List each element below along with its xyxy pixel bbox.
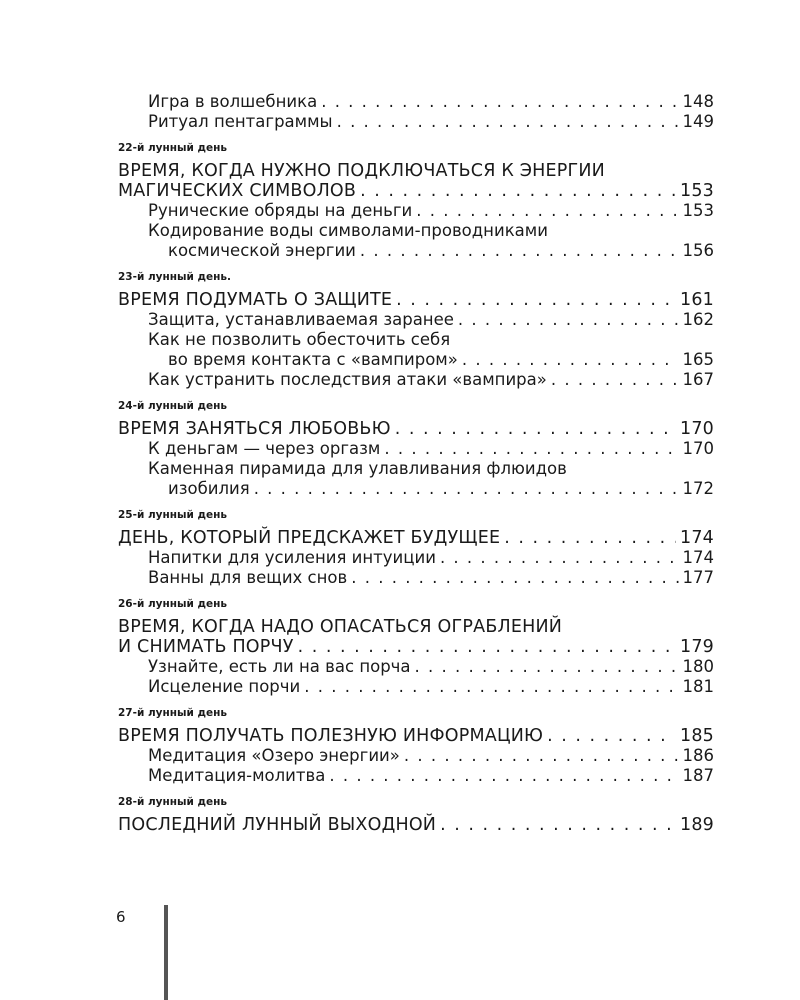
entry-page-number: 181 bbox=[682, 677, 714, 696]
toc-entry[interactable] bbox=[118, 568, 714, 588]
chapter-title-line: ПОСЛЕДНИЙ ЛУННЫЙ ВЫХОДНОЙ bbox=[118, 815, 437, 835]
chapter-page-number: 161 bbox=[679, 290, 714, 310]
chapter-entry[interactable] bbox=[118, 726, 714, 746]
margin-bar bbox=[164, 905, 168, 1000]
dot-leader bbox=[304, 677, 678, 697]
entry-title-line: Каменная пирамида для улавливания флюидов bbox=[148, 459, 567, 478]
chapter-entry[interactable] bbox=[118, 161, 714, 201]
toc-entry[interactable] bbox=[118, 221, 714, 261]
chapter-title-line: ВРЕМЯ, КОГДА НАДО ОПАСАТЬСЯ ОГРАБЛЕНИЙ bbox=[118, 617, 563, 637]
toc-entry[interactable] bbox=[118, 92, 714, 112]
dot-leader bbox=[360, 241, 679, 261]
table-of-contents bbox=[118, 92, 714, 835]
entry-title-line: Как не позволить обесточить себя bbox=[148, 330, 451, 349]
entry-title-line: во время контакта с «вампиром» bbox=[168, 350, 458, 369]
dot-leader bbox=[254, 479, 679, 499]
chapter-title-line: ВРЕМЯ, КОГДА НУЖНО ПОДКЛЮЧАТЬСЯ К ЭНЕРГИИ bbox=[118, 161, 605, 181]
chapter-title-line: ВРЕМЯ ПОЛУЧАТЬ ПОЛЕЗНУЮ ИНФОРМАЦИЮ bbox=[118, 726, 544, 746]
entry-title: Игра в волшебника bbox=[148, 92, 318, 111]
dot-leader bbox=[415, 657, 679, 677]
toc-entry[interactable] bbox=[118, 548, 714, 568]
chapter-title-line: ДЕНЬ, КОТОРЫЙ ПРЕДСКАЖЕТ БУДУЩЕЕ bbox=[118, 528, 501, 548]
lunar-day-heading: 24-й лунный день bbox=[118, 400, 228, 412]
toc-entry[interactable] bbox=[118, 459, 714, 499]
chapter-title-last-line bbox=[118, 181, 714, 201]
chapter-title-last-line bbox=[118, 637, 714, 657]
chapter-page-number: 174 bbox=[679, 528, 714, 548]
toc-entry[interactable] bbox=[118, 677, 714, 697]
entry-title: Исцеление порчи bbox=[148, 677, 301, 696]
entry-title-line: космической энергии bbox=[168, 241, 356, 260]
toc-entry[interactable] bbox=[118, 746, 714, 766]
entry-title: Ритуал пентаграммы bbox=[148, 112, 333, 131]
chapter-page-number: 153 bbox=[679, 181, 714, 201]
entry-page-number: 177 bbox=[682, 568, 714, 587]
dot-leader bbox=[404, 746, 679, 766]
dot-leader bbox=[298, 637, 676, 657]
chapter-title-line: ВРЕМЯ ЗАНЯТЬСЯ ЛЮБОВЬЮ bbox=[118, 419, 391, 439]
lunar-day-heading: 23-й лунный день. bbox=[118, 271, 232, 283]
dot-leader bbox=[384, 439, 678, 459]
dot-leader bbox=[351, 568, 678, 588]
chapter-page-number: 185 bbox=[679, 726, 714, 746]
lunar-day-heading: 27-й лунный день bbox=[118, 707, 228, 719]
entry-title-line: изобилия bbox=[168, 479, 250, 498]
entry-page-number: 172 bbox=[682, 479, 714, 498]
lunar-day-heading: 28-й лунный день bbox=[118, 796, 228, 808]
chapter-title-last-line bbox=[118, 419, 714, 439]
dot-leader bbox=[396, 290, 676, 310]
toc-entry[interactable] bbox=[118, 657, 714, 677]
chapter-title-line: МАГИЧЕСКИХ СИМВОЛОВ bbox=[118, 181, 357, 201]
lunar-day-heading: 25-й лунный день bbox=[118, 509, 228, 521]
entry-title: Рунические обряды на деньги bbox=[148, 201, 413, 220]
chapter-entry[interactable] bbox=[118, 617, 714, 657]
entry-title: Медитация «Озеро энергии» bbox=[148, 746, 400, 765]
lunar-day-heading: 26-й лунный день bbox=[118, 598, 228, 610]
lunar-day-heading: 22-й лунный день bbox=[118, 142, 228, 154]
chapter-title-last-line bbox=[118, 290, 714, 310]
dot-leader bbox=[458, 310, 679, 330]
chapter-title-last-line bbox=[118, 815, 714, 835]
chapter-page-number: 189 bbox=[679, 815, 714, 835]
toc-entry[interactable] bbox=[118, 766, 714, 786]
chapter-title-last-line bbox=[118, 726, 714, 746]
entry-title: Медитация-молитва bbox=[148, 766, 326, 785]
toc-entry[interactable] bbox=[118, 439, 714, 459]
entry-page-number: 162 bbox=[682, 310, 714, 329]
toc-entry[interactable] bbox=[118, 201, 714, 221]
entry-title: Ванны для вещих снов bbox=[148, 568, 348, 587]
chapter-entry[interactable] bbox=[118, 815, 714, 835]
entry-title: Узнайте, есть ли на вас порча bbox=[148, 657, 411, 676]
entry-page-number: 165 bbox=[682, 350, 714, 369]
entry-title-line: Кодирование воды символами-проводниками bbox=[148, 221, 548, 240]
dot-leader bbox=[321, 92, 678, 112]
entry-page-number: 174 bbox=[682, 548, 714, 567]
chapter-page-number: 179 bbox=[679, 637, 714, 657]
dot-leader bbox=[504, 528, 676, 548]
dot-leader bbox=[329, 766, 678, 786]
entry-title-last-line bbox=[148, 350, 714, 370]
toc-entry[interactable] bbox=[118, 370, 714, 390]
page-number: 6 bbox=[116, 908, 126, 926]
entry-title: К деньгам — через оргазм bbox=[148, 439, 381, 458]
toc-entry[interactable] bbox=[118, 330, 714, 370]
entry-page-number: 186 bbox=[682, 746, 714, 765]
dot-leader bbox=[462, 350, 679, 370]
entry-page-number: 187 bbox=[682, 766, 714, 785]
entry-page-number: 156 bbox=[682, 241, 714, 260]
dot-leader bbox=[547, 726, 676, 746]
entry-title: Защита, устанавливаемая заранее bbox=[148, 310, 454, 329]
entry-page-number: 149 bbox=[682, 112, 714, 131]
dot-leader bbox=[395, 419, 676, 439]
dot-leader bbox=[440, 815, 676, 835]
toc-entry[interactable] bbox=[118, 112, 714, 132]
entry-page-number: 153 bbox=[682, 201, 714, 220]
dot-leader bbox=[337, 112, 679, 132]
dot-leader bbox=[440, 548, 679, 568]
entry-page-number: 148 bbox=[682, 92, 714, 111]
chapter-title-line: ВРЕМЯ ПОДУМАТЬ О ЗАЩИТЕ bbox=[118, 290, 393, 310]
entry-title-last-line bbox=[148, 241, 714, 261]
entry-title: Напитки для усиления интуиции bbox=[148, 548, 436, 567]
chapter-entry[interactable] bbox=[118, 419, 714, 439]
dot-leader bbox=[416, 201, 678, 221]
dot-leader bbox=[360, 181, 676, 201]
chapter-page-number: 170 bbox=[679, 419, 714, 439]
dot-leader bbox=[551, 370, 679, 390]
entry-title: Как устранить последствия атаки «вампира» bbox=[148, 370, 547, 389]
entry-page-number: 167 bbox=[682, 370, 714, 389]
toc-entry[interactable] bbox=[118, 310, 714, 330]
chapter-entry[interactable] bbox=[118, 528, 714, 548]
chapter-title-line: И СНИМАТЬ ПОРЧУ bbox=[118, 637, 294, 657]
chapter-title-last-line bbox=[118, 528, 714, 548]
entry-page-number: 180 bbox=[682, 657, 714, 676]
entry-title-last-line bbox=[148, 479, 714, 499]
chapter-entry[interactable] bbox=[118, 290, 714, 310]
entry-page-number: 170 bbox=[682, 439, 714, 458]
